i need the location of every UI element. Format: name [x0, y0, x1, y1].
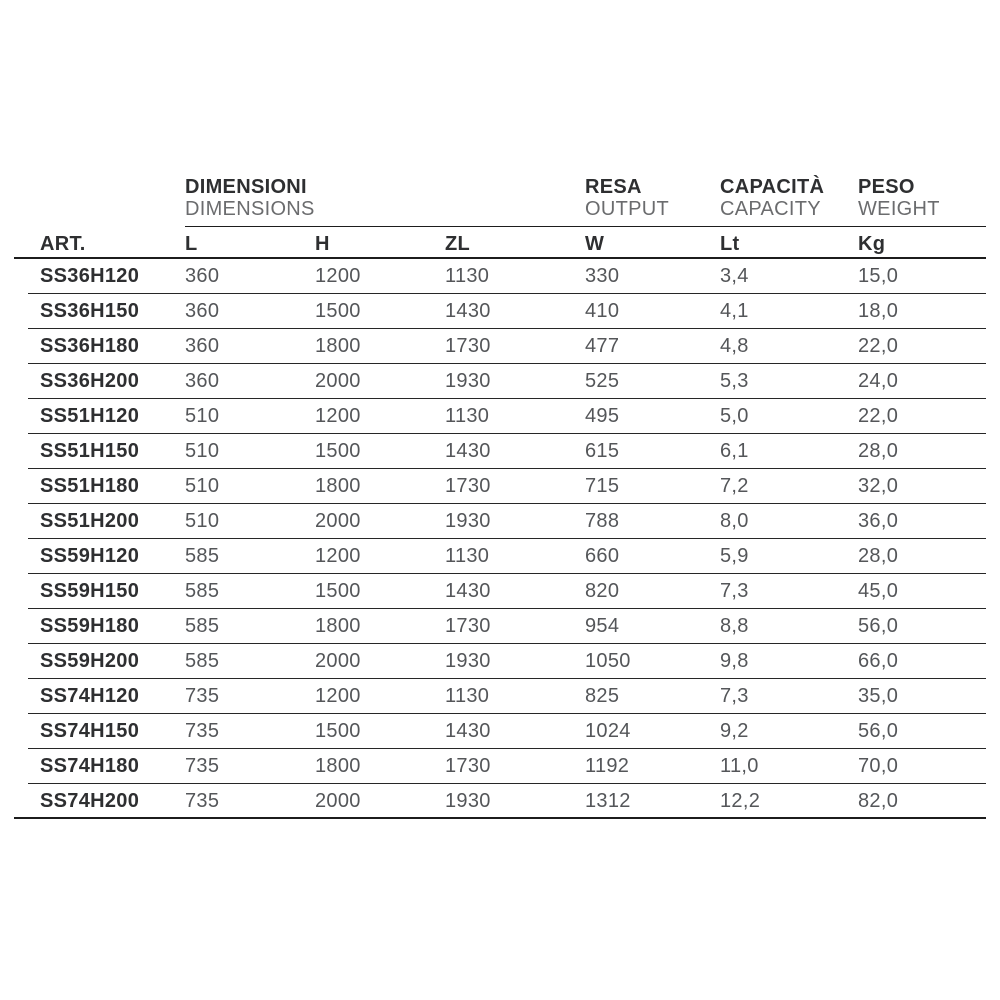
cell-lt: 6,1	[720, 440, 749, 462]
group-weight	[858, 172, 986, 227]
cell-kg: 35,0	[858, 685, 899, 707]
cell-h: 2000	[315, 510, 361, 532]
cell-kg: 28,0	[858, 545, 899, 567]
table-row	[14, 574, 986, 609]
cell-art: SS36H180	[40, 335, 140, 357]
cell-lt: 8,8	[720, 615, 749, 637]
cell-l: 735	[185, 755, 220, 777]
cell-h: 1200	[315, 685, 361, 707]
table-row	[14, 504, 986, 539]
cell-lt: 9,8	[720, 650, 749, 672]
table-row	[14, 294, 986, 329]
cell-h: 1500	[315, 300, 361, 322]
cell-w: 1312	[585, 790, 631, 812]
group-output-subtitle: OUTPUT	[585, 198, 670, 220]
cell-kg: 66,0	[858, 650, 899, 672]
cell-lt: 4,1	[720, 300, 749, 322]
group-capacity	[720, 172, 858, 227]
table-row	[14, 399, 986, 434]
table-row	[14, 749, 986, 784]
cell-lt: 5,9	[720, 545, 749, 567]
cell-w: 1024	[585, 720, 631, 742]
cell-zl: 1930	[445, 370, 491, 392]
cell-art: SS51H150	[40, 440, 140, 462]
cell-h: 1200	[315, 405, 361, 427]
cell-zl: 1430	[445, 580, 491, 602]
table-row	[14, 784, 986, 819]
cell-l: 360	[185, 335, 220, 357]
column-header-zl: ZL	[445, 233, 471, 255]
cell-zl: 1730	[445, 335, 491, 357]
cell-zl: 1930	[445, 790, 491, 812]
cell-kg: 32,0	[858, 475, 899, 497]
cell-zl: 1430	[445, 300, 491, 322]
cell-kg: 28,0	[858, 440, 899, 462]
cell-art: SS36H150	[40, 300, 140, 322]
cell-zl: 1730	[445, 475, 491, 497]
cell-kg: 18,0	[858, 300, 899, 322]
cell-zl: 1430	[445, 720, 491, 742]
cell-lt: 3,4	[720, 265, 749, 287]
cell-l: 585	[185, 650, 220, 672]
cell-kg: 24,0	[858, 370, 899, 392]
cell-kg: 82,0	[858, 790, 899, 812]
group-weight-title: PESO	[858, 176, 915, 198]
cell-h: 2000	[315, 370, 361, 392]
cell-art: SS59H200	[40, 650, 140, 672]
table-row	[14, 539, 986, 574]
cell-w: 715	[585, 475, 620, 497]
cell-l: 510	[185, 510, 220, 532]
cell-w: 495	[585, 405, 620, 427]
cell-lt: 7,3	[720, 580, 749, 602]
cell-kg: 70,0	[858, 755, 899, 777]
cell-lt: 7,3	[720, 685, 749, 707]
cell-kg: 36,0	[858, 510, 899, 532]
column-header-row	[14, 227, 986, 259]
cell-art: SS74H150	[40, 720, 140, 742]
group-dimensions-title: DIMENSIONI	[185, 176, 307, 198]
cell-zl: 1130	[445, 685, 490, 707]
cell-w: 525	[585, 370, 620, 392]
cell-w: 477	[585, 335, 620, 357]
cell-art: SS51H120	[40, 405, 140, 427]
cell-lt: 9,2	[720, 720, 749, 742]
table-body	[14, 259, 986, 819]
table-row	[14, 329, 986, 364]
cell-h: 2000	[315, 650, 361, 672]
cell-w: 410	[585, 300, 620, 322]
cell-art: SS51H180	[40, 475, 140, 497]
group-weight-subtitle: WEIGHT	[858, 198, 940, 220]
column-header-w: W	[585, 233, 605, 255]
cell-h: 1500	[315, 720, 361, 742]
column-header-h: H	[315, 233, 330, 255]
cell-l: 510	[185, 475, 220, 497]
cell-l: 360	[185, 370, 220, 392]
column-header-lt: Lt	[720, 233, 740, 255]
cell-h: 1800	[315, 615, 361, 637]
group-capacity-subtitle: CAPACITY	[720, 198, 821, 220]
table-row	[14, 364, 986, 399]
cell-art: SS36H120	[40, 265, 140, 287]
cell-h: 1800	[315, 755, 361, 777]
cell-kg: 15,0	[858, 265, 899, 287]
cell-lt: 5,0	[720, 405, 749, 427]
cell-h: 1800	[315, 475, 361, 497]
table-row	[14, 434, 986, 469]
cell-h: 1500	[315, 580, 361, 602]
cell-lt: 4,8	[720, 335, 749, 357]
table-row	[14, 644, 986, 679]
cell-l: 510	[185, 405, 220, 427]
cell-art: SS59H180	[40, 615, 140, 637]
cell-h: 1500	[315, 440, 361, 462]
group-header-underline	[185, 226, 986, 227]
cell-lt: 8,0	[720, 510, 749, 532]
cell-zl: 1430	[445, 440, 491, 462]
column-header-l: L	[185, 233, 198, 255]
cell-art: SS74H200	[40, 790, 140, 812]
cell-l: 585	[185, 580, 220, 602]
cell-l: 360	[185, 265, 220, 287]
group-header-row	[14, 172, 986, 227]
cell-zl: 1730	[445, 615, 491, 637]
cell-w: 330	[585, 265, 620, 287]
cell-lt: 5,3	[720, 370, 749, 392]
cell-h: 1200	[315, 265, 361, 287]
cell-l: 735	[185, 790, 220, 812]
cell-h: 1200	[315, 545, 361, 567]
cell-art: SS51H200	[40, 510, 140, 532]
cell-kg: 22,0	[858, 405, 899, 427]
table-row	[14, 469, 986, 504]
cell-l: 360	[185, 300, 220, 322]
column-header-kg: Kg	[858, 233, 886, 255]
cell-zl: 1930	[445, 650, 491, 672]
cell-h: 1800	[315, 335, 361, 357]
group-capacity-title: CAPACITÀ	[720, 176, 825, 198]
cell-lt: 7,2	[720, 475, 749, 497]
cell-zl: 1930	[445, 510, 491, 532]
cell-h: 2000	[315, 790, 361, 812]
cell-art: SS74H120	[40, 685, 140, 707]
cell-w: 788	[585, 510, 620, 532]
cell-w: 825	[585, 685, 620, 707]
cell-l: 585	[185, 545, 220, 567]
table-row	[14, 679, 986, 714]
cell-zl: 1130	[445, 405, 490, 427]
cell-art: SS59H120	[40, 545, 140, 567]
cell-w: 615	[585, 440, 620, 462]
cell-art: SS59H150	[40, 580, 140, 602]
table-row	[14, 259, 986, 294]
cell-w: 660	[585, 545, 620, 567]
table-row	[14, 609, 986, 644]
cell-kg: 56,0	[858, 720, 899, 742]
cell-l: 735	[185, 720, 220, 742]
cell-l: 585	[185, 615, 220, 637]
cell-w: 954	[585, 615, 620, 637]
cell-l: 735	[185, 685, 220, 707]
group-output-title: RESA	[585, 176, 642, 198]
cell-zl: 1130	[445, 265, 490, 287]
cell-w: 1192	[585, 755, 630, 777]
cell-zl: 1130	[445, 545, 490, 567]
cell-l: 510	[185, 440, 220, 462]
cell-zl: 1730	[445, 755, 491, 777]
cell-lt: 12,2	[720, 790, 761, 812]
group-dimensions-subtitle: DIMENSIONS	[185, 198, 315, 220]
cell-kg: 56,0	[858, 615, 899, 637]
cell-kg: 22,0	[858, 335, 899, 357]
group-dimensions	[185, 172, 585, 227]
cell-kg: 45,0	[858, 580, 899, 602]
group-output	[585, 172, 720, 227]
cell-art: SS74H180	[40, 755, 140, 777]
cell-lt: 11,0	[720, 755, 759, 777]
cell-art: SS36H200	[40, 370, 140, 392]
cell-w: 820	[585, 580, 620, 602]
cell-w: 1050	[585, 650, 631, 672]
product-spec-table	[14, 172, 986, 819]
column-header-art: ART.	[40, 233, 86, 255]
table-row	[14, 714, 986, 749]
